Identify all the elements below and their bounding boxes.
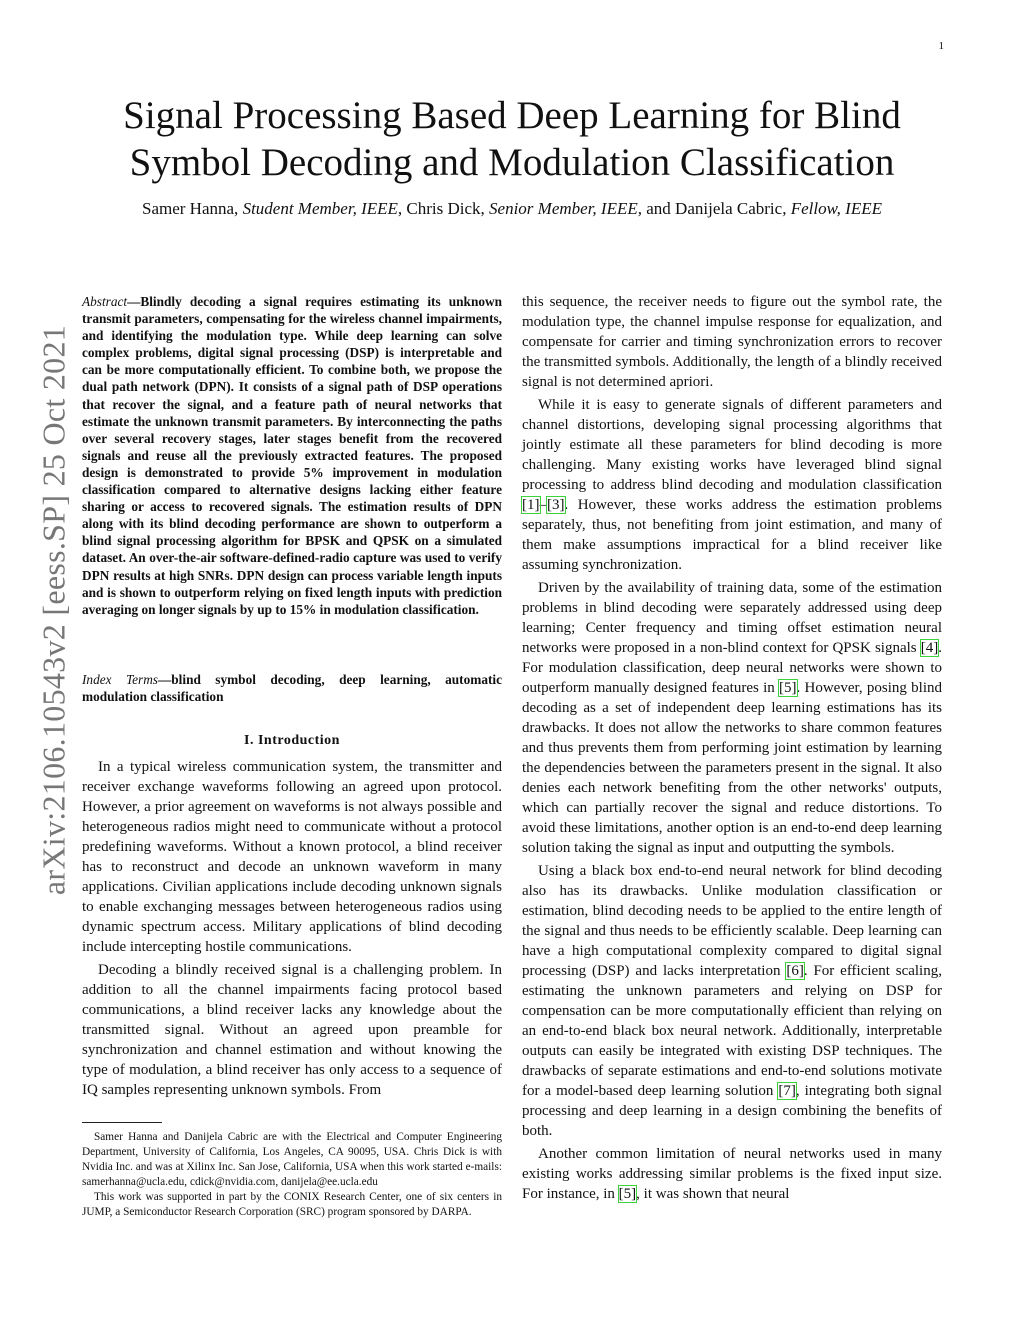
title-line-1: Signal Processing Based Deep Learning for Blind	[123, 94, 901, 137]
abstract-label: Abstract	[82, 294, 128, 309]
title-line-2: Symbol Decoding and Modulation Classification	[129, 141, 895, 184]
index-terms-text: —blind symbol decoding, deep learning, automatic modulation classification	[82, 672, 502, 705]
paragraph-text: Another common limitation of neural networks used in many existing works addressing similar problems is the fixed input size. For instance, in	[522, 1146, 942, 1202]
introduction-body	[82, 757, 502, 1103]
section-heading-introduction: I. Introduction	[244, 733, 340, 748]
abstract	[82, 293, 502, 618]
footnote-divider	[82, 1122, 162, 1123]
footnote-affiliations: Samer Hanna and Danijela Cabric are with the Electrical and Computer Engineering Department, University of California, Los Angeles, CA 90095, USA. Chris Dick is with Nvidia Inc. and was at Xilinx Inc. San Jose, California, USA when this work started e-mails: samerhanna@ucla.edu, cdick@nvidia.com, danijela@ee.ucla.edu	[82, 1131, 502, 1188]
paragraph-text: , it was shown that neural	[636, 1186, 790, 1202]
arxiv-identifier: arXiv:2106.10543v2 [eess.SP] 25 Oct 2021	[35, 324, 72, 896]
intro-paragraph-2: Decoding a blindly received signal is a challenging problem. In addition to all the channel impairments facing protocol based communications, a blind receiver lacks any knowledge about the transmitted signal. Without an agreed upon preamble for synchronization and channel estimation and without knowing the type of modulation, a blind receiver has only access to a sequence of IQ samples representing unknown symbols. From	[82, 962, 502, 1098]
right-paragraph-continued: this sequence, the receiver needs to figure out the symbol rate, the modulation type, the channel impulse response for equalization, and compensate for carrier and timing synchronization errors to recover the transmitted symbols. Additionally, the length of a blindly received signal is not determined apriori.	[522, 294, 942, 390]
citation-link[interactable]: [7]	[778, 1083, 796, 1099]
paper-title	[60, 92, 964, 186]
citation-link[interactable]: [5]	[779, 680, 797, 696]
citation-link[interactable]: [4]	[920, 640, 939, 656]
paragraph-text: . However, posing blind decoding as a set of independent deep learning estimations has its drawbacks. It does not allow the networks to share common features and thus prevents them from performing joint estimation by learning the dependencies between the parameters present in the signal. It also denies each network benefiting from the other networks' outputs, which can partially recover the signal and reduce distortions. To avoid these limitations, another option is an end-to-end deep learning solution taking the signal as input and outputting the symbols.	[522, 680, 942, 856]
paragraph-text: . For modulation classification, deep neural networks were shown to outperform manually designed features in	[522, 640, 942, 696]
author-3-role: Fellow, IEEE	[790, 199, 882, 218]
page-number: 1	[938, 40, 944, 52]
paragraph-text: Using a black box end-to-end neural network for blind decoding also has its drawbacks. Unlike modulation classification or estimation, blind decoding needs to be applied to the entire length of the signal and thus needs to be efficiently scalable. Deep learning can have a high computational complexity compared to digital signal processing (DSP) and lacks interpretation	[522, 863, 942, 979]
footnotes	[82, 1130, 502, 1220]
citation-link[interactable]: [5]	[618, 1186, 637, 1202]
author-2-role: Senior Member, IEEE,	[489, 199, 642, 218]
paragraph-text: Driven by the availability of training data, some of the estimation problems in blind decoding were separately addressed using deep learning; Center frequency and timing offset estimation neural networks were proposed in a non-blind context for QPSK signals	[522, 580, 942, 656]
right-column-body	[522, 292, 942, 1207]
author-3-name: and Danijela Cabric,	[642, 199, 791, 218]
paragraph-text: . However, these works address the estimation problems separately, thus, not benefiting from joint estimation, and many of them make assumptions impractical for a blind receiver like assuming synchronization.	[522, 497, 942, 573]
right-paragraph-4	[522, 1144, 942, 1204]
range-dash: –	[539, 497, 547, 513]
paragraph-text: While it is easy to generate signals of different parameters and channel distortions, developing signal processing algorithms that jointly estimate all these parameters for blind decoding is more challenging. Many existing works have leveraged blind signal processing to address blind decoding and modulation classification	[522, 397, 942, 493]
citation-link[interactable]: [3]	[547, 497, 565, 513]
author-1-role: Student Member, IEEE,	[242, 199, 403, 218]
author-1-name: Samer Hanna,	[142, 199, 243, 218]
author-list	[60, 199, 964, 219]
right-paragraph-2	[522, 578, 942, 858]
footnote-funding: This work was supported in part by the CONIX Research Center, one of six centers in JUMP, a Semiconductor Research Corporation (SRC) program sponsored by DARPA.	[82, 1191, 502, 1218]
right-paragraph-1	[522, 395, 942, 575]
abstract-text: —Blindly decoding a signal requires estimating its unknown transmit parameters, compensating for the wireless channel impairments, and identifying the modulation type. While deep learning can solve complex problems, digital signal processing (DSP) is interpretable and can be more computationally efficient. To combine both, we propose the dual path network (DPN). It consists of a signal path of DSP operations that recover the signal, and a feature path of neural networks that estimate the unknown transmit parameters. By interconnecting the paths over several recovery stages, later stages benefit from the recovered signals and reuse all the previously extracted features. The proposed design is demonstrated to provide 5% improvement in modulation classification compared to alternative designs lacking either feature sharing or access to recovered signals. The estimation results of DPN along with its blind decoding performance are shown to outperform a blind signal processing algorithm for BPSK and QPSK on a simulated dataset. An over-the-air software-defined-radio capture was used to verify DPN results at high SNRs. DPN design can process variable length inputs and is shown to outperform relying on fixed length inputs with prediction averaging on longer signals by up to 15% in modulation classification.	[82, 294, 502, 617]
index-terms	[82, 671, 502, 705]
paragraph-text: , integrating both signal processing and deep learning in a design combining the benefits of both.	[522, 1083, 942, 1139]
intro-paragraph-1: In a typical wireless communication system, the transmitter and receiver exchange waveforms following an agreed upon protocol. However, a prior agreement on waveforms is not always possible and heterogeneous radios might need to communicate without a protocol predefining waveforms. Without a known protocol, a blind receiver has to reconstruct and decode an unknown waveform in many applications. Civilian applications include decoding unknown signals to enable exchanging messages between heterogeneous radios using dynamic spectrum access. Military applications of blind decoding include intercepting hostile communications.	[82, 759, 502, 955]
index-terms-label: Index Terms	[82, 672, 158, 687]
author-2-name: Chris Dick,	[402, 199, 490, 218]
paragraph-text: . For efficient scaling, estimating the unknown parameters and relying on DSP for compensation can be more computationally efficient than relying on an end-to-end black box neural network. Additionally, interpretable outputs can easily be integrated with existing DSP techniques. The drawbacks of separate estimations and end-to-end solutions motivate for a model-based deep learning solution	[522, 963, 942, 1099]
citation-link[interactable]: [1]	[522, 497, 540, 513]
right-paragraph-3	[522, 861, 942, 1141]
citation-link[interactable]: [6]	[786, 963, 804, 979]
